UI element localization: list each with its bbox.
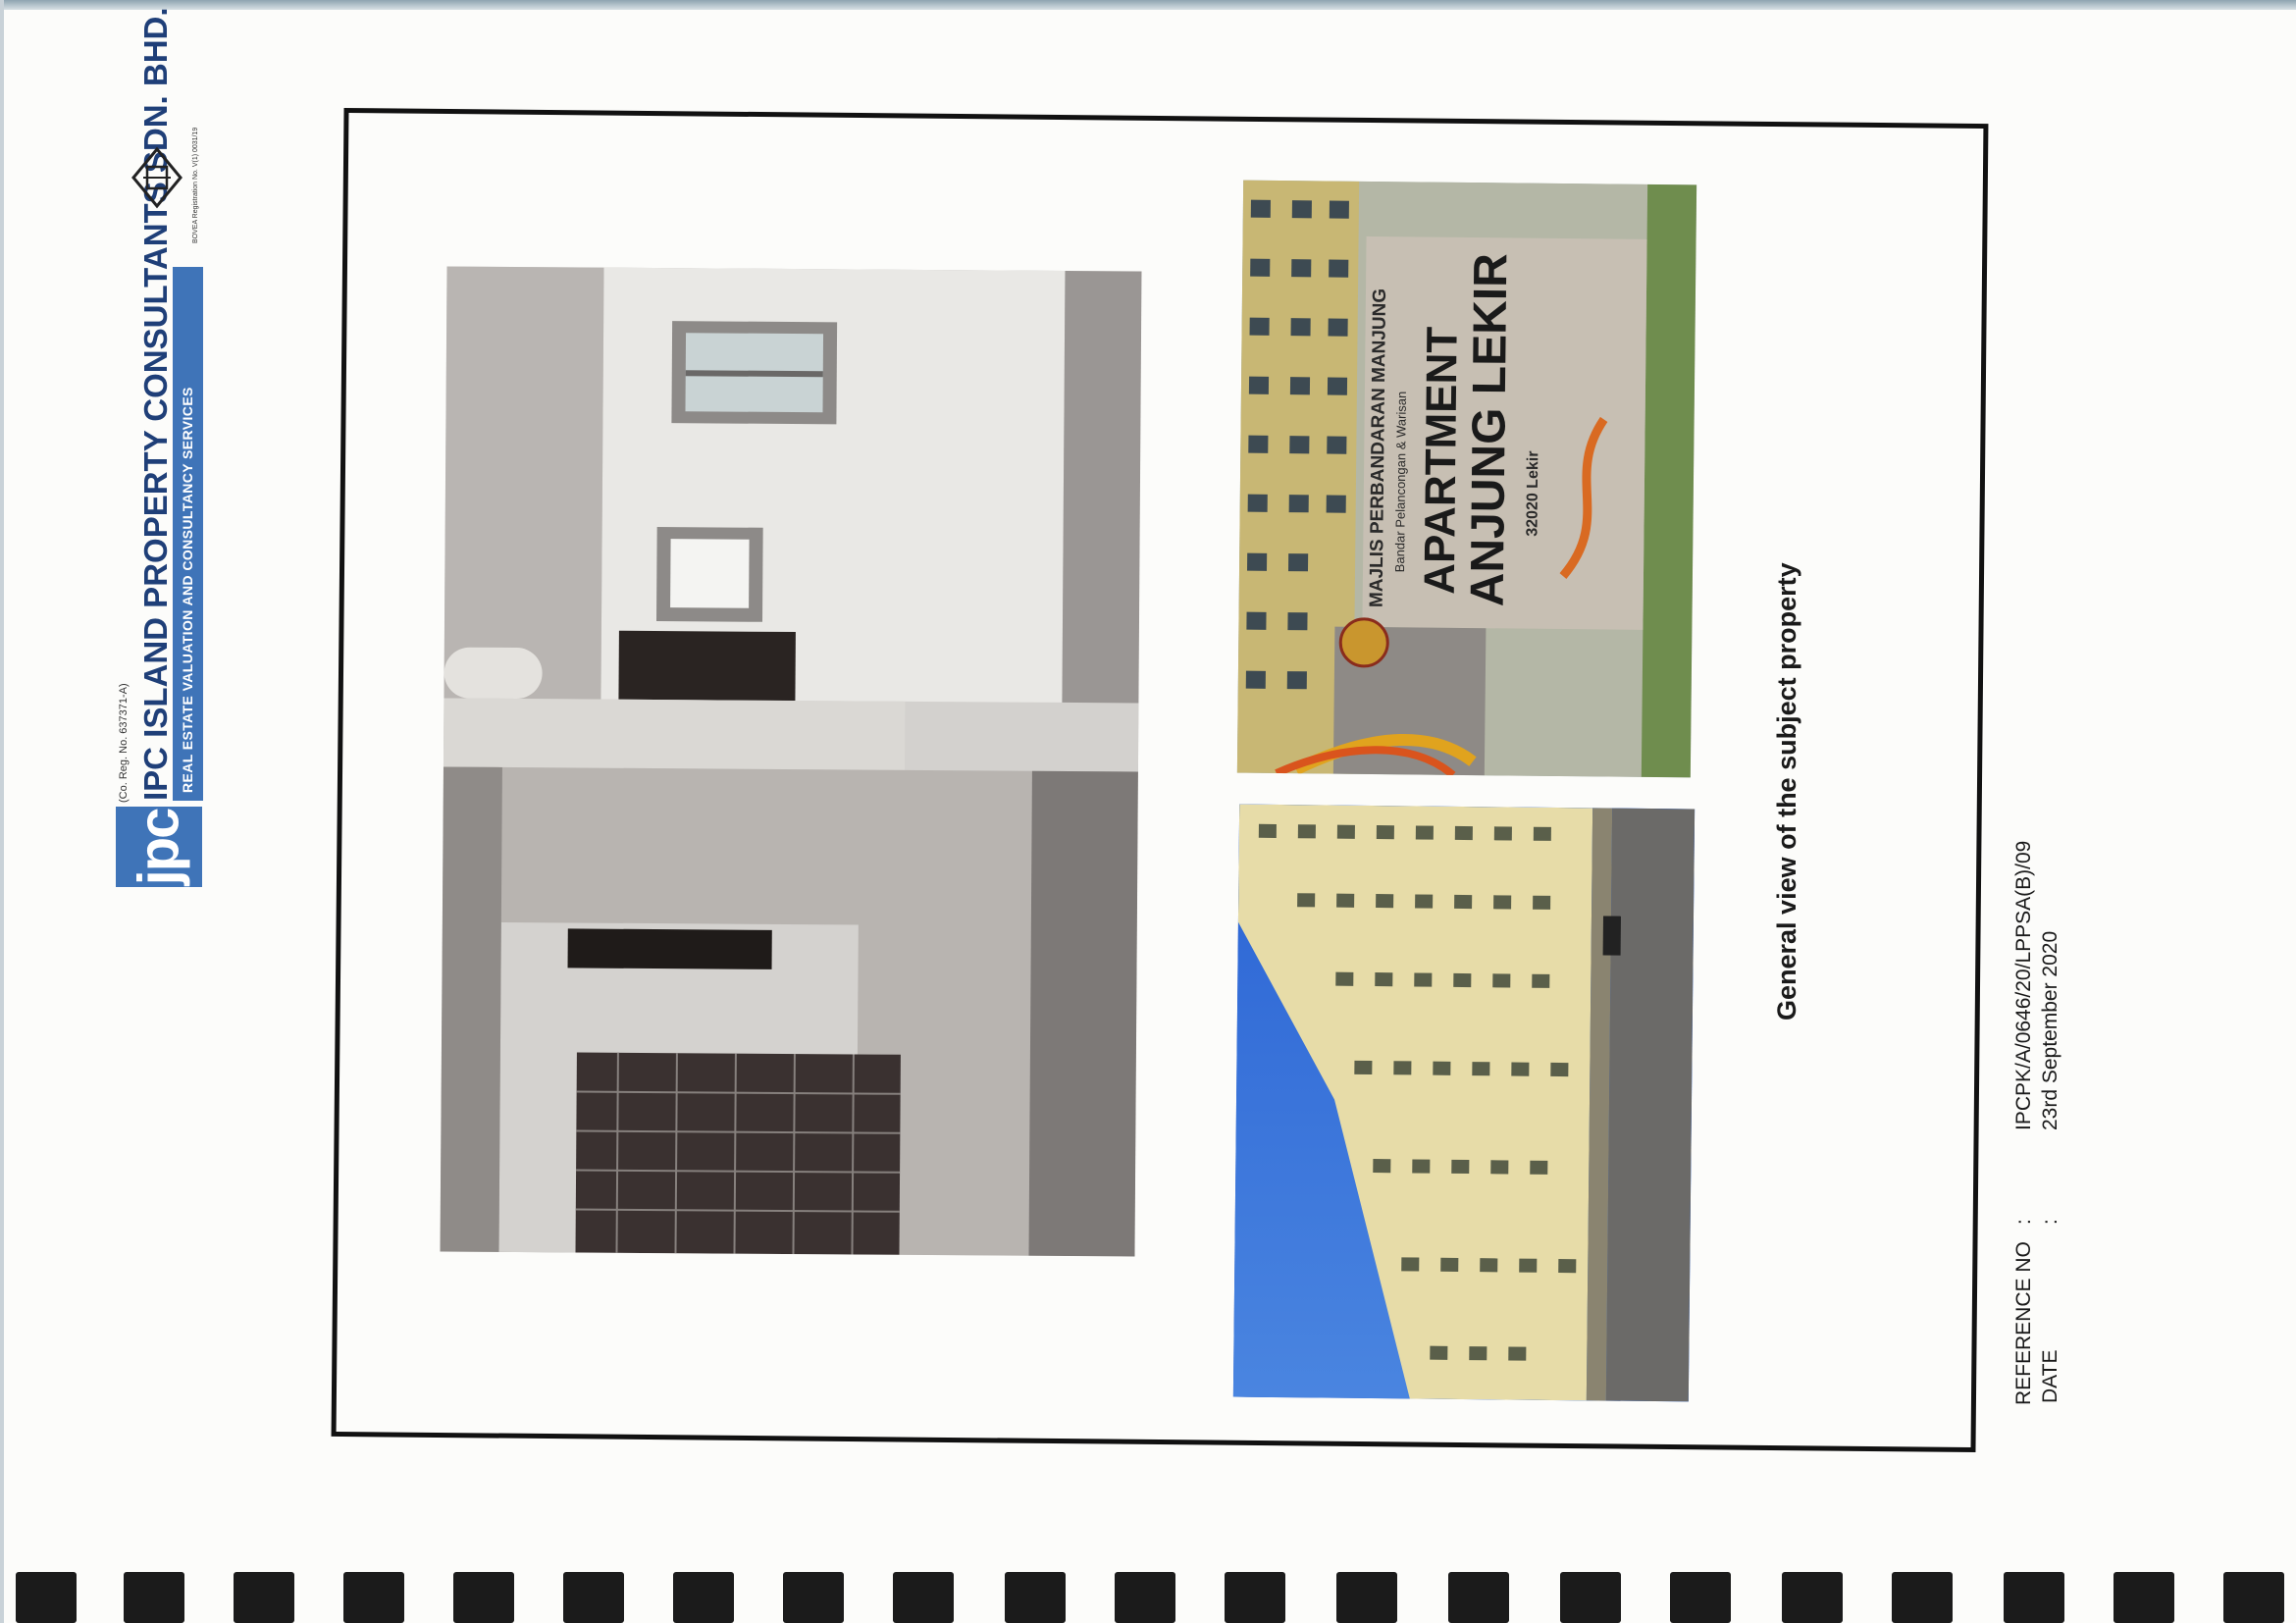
photo-signboard [1237,181,1696,778]
binding-hole [16,1572,77,1623]
binding-hole [783,1572,844,1623]
binding-hole [1670,1572,1731,1623]
sign-postcode: 32020 Lekir [1524,450,1542,537]
binding-hole [2004,1572,2064,1623]
date-label: DATE [2039,1349,2061,1403]
bovea-emblem-icon [130,145,184,210]
binding-hole [234,1572,294,1623]
binding-hole [1782,1572,1843,1623]
reference-separator: : [2012,1219,2035,1225]
sign-apartment: APARTMENT [1415,326,1467,595]
reference-value: IPCPK/A/0646/20/LPPSA(B)/09 [2012,840,2035,1130]
photo-unit-entrance [441,267,1142,1257]
bovea-registration: BOVEA Registration No. V(1) 0031/19 [192,127,199,243]
binding-hole [1336,1572,1397,1623]
photo-caption: General view of the subject property [1772,562,1801,1021]
binding-hole [563,1572,624,1623]
binding-hole [1560,1572,1621,1623]
sign-council: MAJLIS PERBANDARAN MANJUNG [1366,288,1391,608]
page-top-edge [0,0,2296,10]
date-separator: : [2039,1219,2061,1225]
binding-hole [1892,1572,1953,1623]
binding-hole [124,1572,184,1623]
binding-hole [673,1572,734,1623]
company-name: IPC ISLAND PROPERTY CONSULTANTS SDN. BHD. [137,7,174,801]
binding-hole [1225,1572,1285,1623]
sign-name: ANJUNG LEKIR [1461,252,1518,607]
company-reg-no: (Co. Reg. No. 637371-A) [118,683,130,803]
page-left-edge [0,0,4,1623]
binding-hole [1448,1572,1509,1623]
reference-label: REFERENCE NO [2012,1241,2035,1405]
binding-hole [1005,1572,1066,1623]
photo-apartment-block [1233,805,1695,1402]
company-tagline: REAL ESTATE VALUATION AND CONSULTANCY SERVICES [180,387,195,793]
binding-hole [2113,1572,2174,1623]
binding-hole [893,1572,954,1623]
date-value: 23rd September 2020 [2039,930,2061,1130]
company-logo: jpc [116,807,202,887]
binding-hole [453,1572,514,1623]
binding-hole [1115,1572,1175,1623]
sign-tagline: Bandar Pelancongan & Warisan [1391,391,1409,573]
binding-hole [343,1572,404,1623]
binding-hole [2223,1572,2284,1623]
